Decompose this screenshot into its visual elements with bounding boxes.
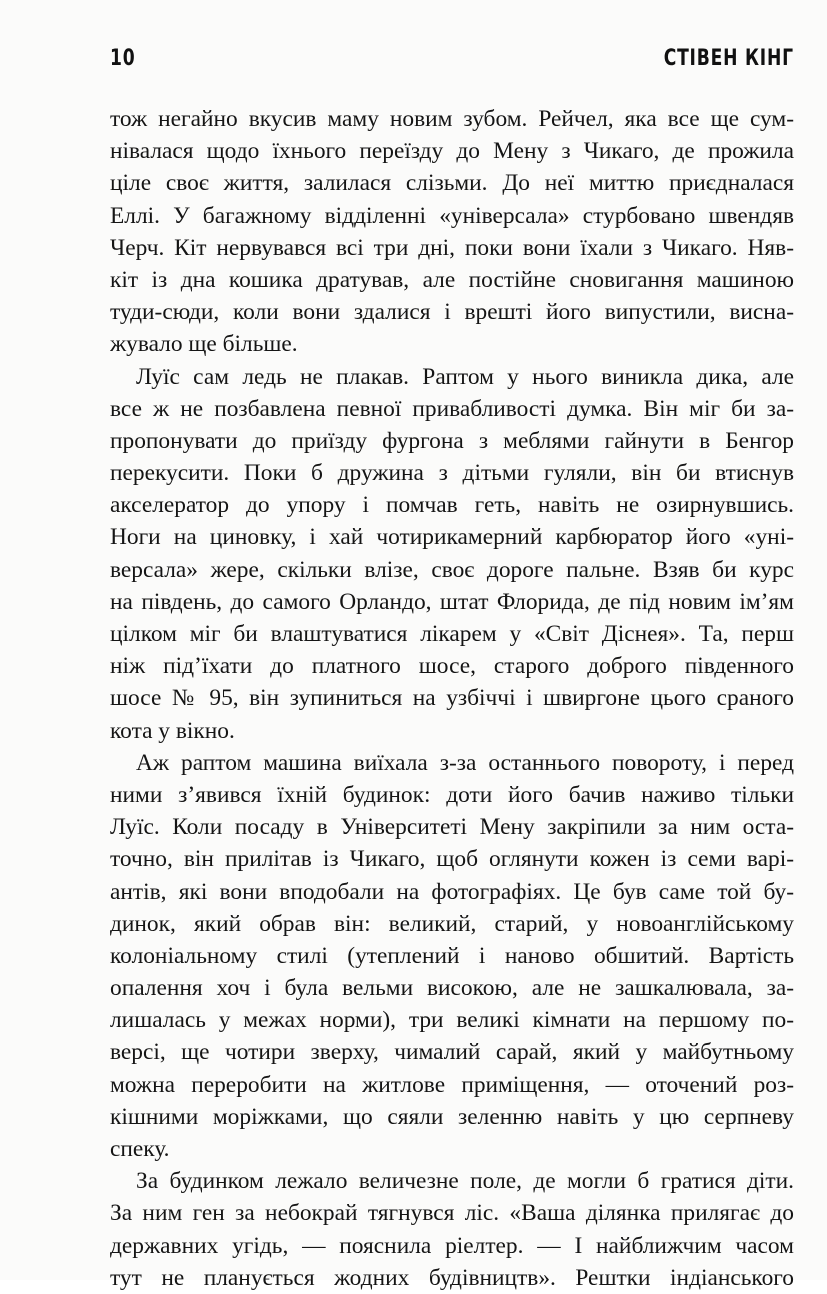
text-line: цілком міг би влаштуватися лікарем у «Світ Діснея». Та, перш xyxy=(110,621,794,647)
text-line: шосе № 95, він зупиниться на узбіччі і швиргоне цього сраного xyxy=(110,685,794,712)
paragraph xyxy=(110,103,794,361)
running-head-author: СТІВЕН КІНГ xyxy=(663,46,794,71)
text-line: кота у вікно. xyxy=(110,717,235,744)
paragraph xyxy=(110,1165,794,1294)
text-line: нівалася щодо їхнього переїзду до Мену з Чикаго, де прожила xyxy=(110,138,794,165)
text-line: тож негайно вкусив маму новим зубом. Рейчел, яка все ще сум- xyxy=(110,106,794,132)
text-line: все ж не позбавлена певної привабливості думка. Він міг би за- xyxy=(110,395,794,422)
text-line: За ним ген за небокрай тягнувся ліс. «Ваша ділянка прилягає до xyxy=(110,1200,794,1227)
text-line: Луїс. Коли посаду в Університеті Мену закріпили за ним оста- xyxy=(110,814,794,841)
body-text xyxy=(110,103,794,1294)
text-line: точно, він прилітав із Чикаго, щоб оглянути кожен із семи варі- xyxy=(110,846,794,873)
text-line: спеку. xyxy=(110,1136,170,1162)
text-line: ціле своє життя, залилася слізьми. До неї миттю приєдналася xyxy=(110,170,794,197)
text-line: версі, ще чотири зверху, чималий сарай, який у майбутньому xyxy=(110,1039,794,1066)
text-line: динок, який обрав він: великий, старий, у новоанглійському xyxy=(110,910,794,937)
page-number: 10 xyxy=(110,46,136,71)
text-line: жувало ще більше. xyxy=(110,331,298,358)
text-line: опалення хоч і була вельми високою, але не зашкалювала, за- xyxy=(110,975,794,1002)
text-line: акселератор до упору і помчав геть, навіть не озирнувшись. xyxy=(110,492,794,519)
text-line: перекусити. Поки б дружина з дітьми гуляли, він би втиснув xyxy=(110,460,794,487)
text-line: Аж раптом машина виїхала з-за останнього повороту, і перед xyxy=(136,749,794,776)
text-line: Луїс сам ледь не плакав. Раптом у нього виникла дика, але xyxy=(136,363,794,390)
text-line: Еллі. У багажному відділенні «універсала» стурбовано швендяв xyxy=(110,202,794,229)
text-line: За будинком лежало величезне поле, де могли б гратися діти. xyxy=(136,1168,794,1195)
text-line: тут не планується жодних будівництв». Рештки індіанського xyxy=(110,1264,794,1291)
text-line: ними з’явився їхній будинок: доти його бачив наживо тільки xyxy=(110,781,794,808)
text-line: кішними моріжками, що сяяли зеленню навіть у цю серпневу xyxy=(110,1103,794,1130)
page-header xyxy=(110,46,794,78)
text-line: Черч. Кіт нервувався всі три дні, поки вони їхали з Чикаго. Няв- xyxy=(110,234,794,261)
text-line: антів, які вони вподобали на фотографіях. Це був саме той бу- xyxy=(110,878,794,905)
text-line: державних угідь, — пояснила ріелтер. — І найближчим часом xyxy=(110,1232,794,1259)
text-line: колоніальному стилі (утеплений і наново обшитий. Вартість xyxy=(110,942,794,969)
text-line: на південь, до самого Орландо, штат Флорида, де під новим ім’ям xyxy=(110,588,794,615)
text-line: пропонувати до приїзду фургона з меблями гайнути в Бенгор xyxy=(110,427,794,454)
text-line: можна переробити на житлове приміщення, — оточений роз- xyxy=(110,1071,794,1098)
paragraph xyxy=(110,747,794,1165)
text-line: лишалась у межах норми), три великі кімнати на першому по- xyxy=(110,1007,794,1034)
text-line: Ноги на циновку, і хай чотирикамерний карбюратор його «уні- xyxy=(110,524,794,551)
text-line: ніж під’їхати до платного шосе, старого доброго південного xyxy=(110,653,794,680)
paragraph xyxy=(110,361,794,747)
text-line: версала» жере, скільки влізе, своє дороге пальне. Взяв би курс xyxy=(110,556,794,583)
text-line: туди-сюди, коли вони здалися і врешті його випустили, висна- xyxy=(110,299,794,326)
text-line: кіт із дна кошика дратував, але постійне сновигання машиною xyxy=(110,266,794,293)
